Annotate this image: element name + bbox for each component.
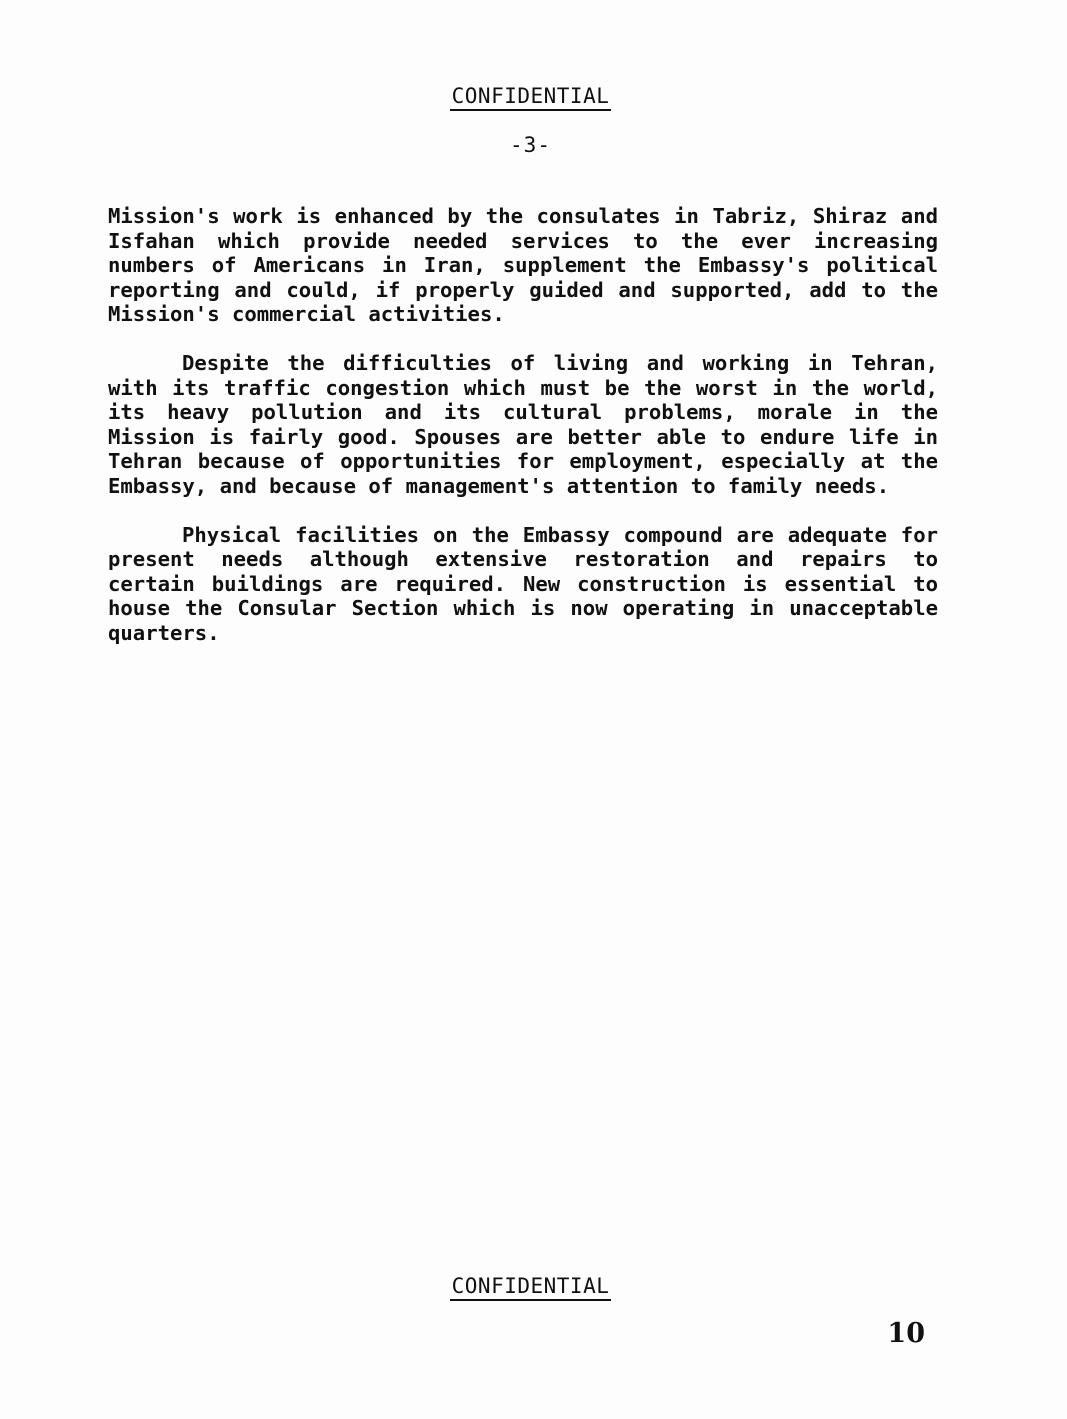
paragraph-facilities: Physical facilities on the Embassy compound are adequate for present needs although extensive restoration and repairs to certain buildings are required. New construction is essential to house the Consular Section which is now operating in unacceptable quarters. [108,522,938,645]
header-classification-marking [0,84,1067,111]
document-body [108,204,938,670]
footer-classification-marking [0,1274,1067,1301]
page-number: 10 [887,1318,925,1349]
paragraph-consulates: Mission's work is enhanced by the consulates in Tabriz, Shiraz and Isfahan which provide needed services to the ever increasing numbers of Americans in Iran, supplement the Embassy's political reporting and could, if properly guided and supported, add to the Mission's commercial activities. [108,204,938,327]
internal-page-marker: -3- [510,133,551,157]
paragraph-morale: Despite the difficulties of living and working in Tehran, with its traffic congestion which must be the worst in the world, its heavy pollution and its cultural problems, morale in the Mission is fairly good. Spouses are better able to endure life in Tehran because of opportunities for employment, especially at the Embassy, and because of management's attention to family needs. [108,350,938,498]
header-classification-text: CONFIDENTIAL [450,84,612,111]
footer-classification-text: CONFIDENTIAL [450,1274,612,1301]
